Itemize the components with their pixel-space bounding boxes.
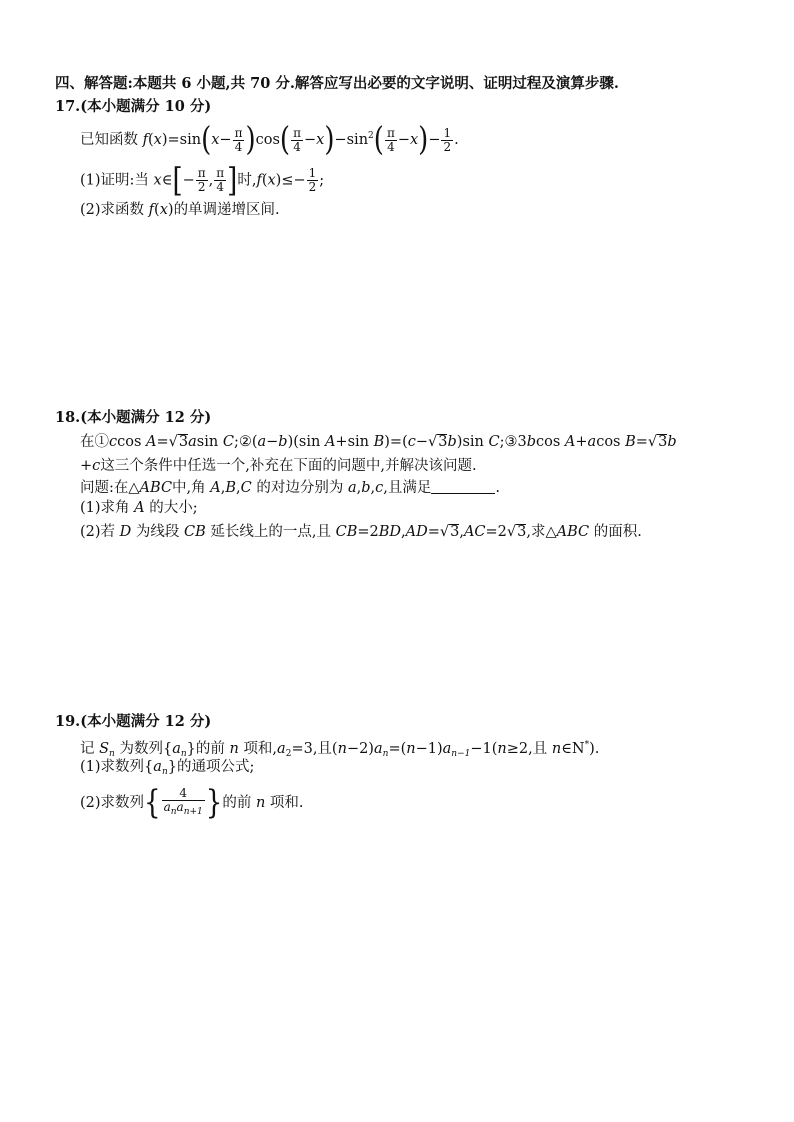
q19-part2-suffix: 的前 xyxy=(222,795,252,811)
q19-part2-tail: 项和. xyxy=(269,795,304,811)
q19-number: 19. xyxy=(55,713,81,730)
q18-problem: 问题:在△ABC中,角 A,B,C 的对边分别为 a,b,c,且满足 . xyxy=(80,480,500,496)
q17-intro-text: 已知函数 xyxy=(80,132,138,148)
q18-part2-mid2: 延长线上的一点,且 xyxy=(210,524,331,540)
q19-part2: (2)求数列{ $\frac{4}{a_na_{n+1}}$ }的前 n 项和. xyxy=(80,784,304,822)
q17-part1: (1)证明:当 x∈[− $\frac{\pi}{2}$ , $\frac{\pi}{4}$ ]时,f(x)≤− $\frac{1}{2}$ ; xyxy=(80,161,325,200)
section-heading: 四、解答题:本题共 6 小题,共 70 分.解答应写出必要的文字说明、证明过程及演算步骤. xyxy=(55,75,619,92)
q19-part2-prefix: (2)求数列 xyxy=(80,795,145,811)
q17-points: (本小题满分 10 分) xyxy=(80,98,212,115)
q19-points: (本小题满分 12 分) xyxy=(80,713,212,730)
q19-intro-mid3: 项和, xyxy=(243,741,278,757)
q17-part2: (2)求函数 f(x)的单调递增区间. xyxy=(80,202,280,218)
q17-part2-suffix: 的单调递增区间. xyxy=(173,202,280,218)
q18-part2-tail: 的面积. xyxy=(593,524,642,540)
q18-conditions: 在①ccos A=√3asin C;②(a−b)(sin A+sin B)=(c−√3b)sin C;③3bcos A+acos B=√3b xyxy=(80,434,677,450)
q18-header xyxy=(55,408,211,428)
q18-part1-prefix: (1)求角 xyxy=(80,500,130,516)
q19-intro-mid4: ,且 xyxy=(312,741,332,757)
q18-problem-end: ,且满足 xyxy=(383,480,432,496)
q18-problem-mid2: 的对边分别为 xyxy=(256,480,344,496)
q19-part1-prefix: (1)求数列 xyxy=(80,759,145,775)
q18-number: 18. xyxy=(55,409,81,426)
q19-intro-mid2: 的前 xyxy=(195,741,225,757)
q17-part1-mid: 时, xyxy=(237,172,257,189)
q18-part1-suffix: 的大小; xyxy=(149,500,198,516)
q18-problem-mid: 中,角 xyxy=(172,480,206,496)
q18-conditions-continue: +c这三个条件中任选一个,补充在下面的问题中,并解决该问题. xyxy=(80,458,477,474)
q17-number: 17. xyxy=(55,98,81,115)
q18-part2: (2)若 D 为线段 CB 延长线上的一点,且 CB=2BD,AD=√3,AC=2√3,求△ABC 的面积. xyxy=(80,524,642,540)
q18-part1: (1)求角 A 的大小; xyxy=(80,500,198,516)
q19-header xyxy=(55,712,211,732)
q18-part2-end: ,求△ xyxy=(526,524,557,540)
q19-intro-mid: 为数列 xyxy=(119,741,163,757)
q18-part2-mid: 为线段 xyxy=(135,524,180,540)
q19-intro-prefix: 记 xyxy=(80,741,95,757)
q19-part1: (1)求数列$\{a_n\}$的通项公式; xyxy=(80,759,255,777)
q17-function-definition: 已知函数 f(x)=sin(x− $\frac{\pi}{4}$ )cos( $\frac{\pi}{4}$ $-x)-\sin^2$( $\frac{\pi}{4}$ −x)− $\frac{1}{2}$ . xyxy=(80,121,459,159)
q19-intro: 记 $S_n$ 为数列$\{a_n\}$的前 n 项和$,a_2=3$,且$(n-2)a_n=(n-1)a_{n-1}-1(n\ge 2$,且 n∈N*). xyxy=(80,740,600,759)
q18-cond-prefix: 在 xyxy=(80,434,95,450)
q18-answer-blank xyxy=(431,479,495,494)
q18-problem-prefix: 问题:在△ xyxy=(80,480,140,496)
q17-header xyxy=(55,97,211,117)
q19-part1-suffix: 的通项公式; xyxy=(176,759,255,775)
q18-part2-prefix: (2)若 xyxy=(80,524,116,540)
q18-points: (本小题满分 12 分) xyxy=(80,409,212,426)
q18-cond-continue: 这三个条件中任选一个,补充在下面的问题中,并解决该问题. xyxy=(100,458,477,474)
q17-part2-prefix: (2)求函数 xyxy=(80,202,145,218)
q17-part1-prefix: (1)证明:当 xyxy=(80,172,149,189)
